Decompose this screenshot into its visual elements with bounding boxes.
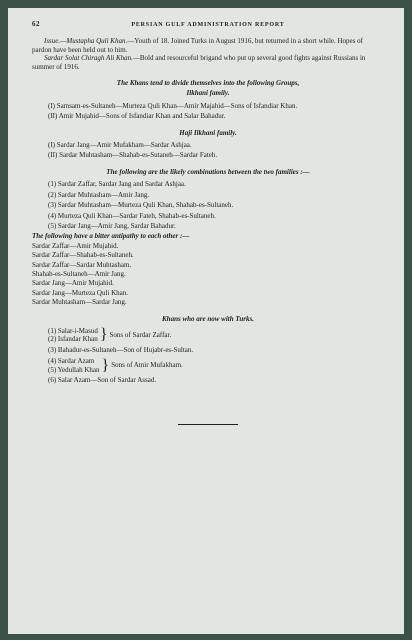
antipathy-line: Sardar Zaffar—Sardar Muhtasham. <box>32 260 132 269</box>
combination-item: (3) Sardar Muhtasham—Murteza Quli Khan, Shahab-es-Sultaneh. <box>48 201 234 210</box>
turk-name: (5) Yedullah Khan <box>48 365 100 374</box>
turk-item: (3) Bahadur-es-Sultaneh—Son of Hujabr-es-Sultan. <box>48 345 194 354</box>
haji-item: (I) Sardar Jang—Amir Mufakham—Sardar Ashjaa. <box>48 141 192 150</box>
brace-label: Sons of Sardar Zaffar. <box>109 331 172 340</box>
antipathy-line: Sardar Jang—Murteza Quli Khan. <box>32 288 129 297</box>
page-number: 62 <box>32 20 40 28</box>
brace-label: Sons of Amir Mufakham. <box>111 361 183 370</box>
running-header <box>32 20 384 29</box>
issue-lead: Issue.—Mustapha Quli Khan. <box>44 37 128 46</box>
page-content <box>32 20 384 425</box>
haji-family-heading: Haji Ilkhani family. <box>179 128 237 137</box>
ilkhani-item: (I) Samsam-es-Sultaneh—Murteza Quli Khan—Amir Majahid—Sons of Isfandiar Khan. <box>48 101 298 110</box>
sardar-solat-paragraph <box>32 54 384 71</box>
antipathy-line: Sardar Zaffar—Amir Mujahid. <box>32 241 119 250</box>
combination-item: (5) Sardar Jang—Amir Jang, Sardar Bahadur. <box>48 221 176 230</box>
issue-text: —Youth of 18. Joined Turks in August 1916, but returned in a short while. Hopes of pardon have been held out to him. <box>32 37 363 54</box>
turk-name: (1) Salar-i-Masud <box>48 326 98 335</box>
running-title: PERSIAN GULF ADMINISTRATION REPORT <box>131 22 285 28</box>
turk-name: (4) Sardar Azam <box>48 357 95 366</box>
ilkhani-family-heading: Ilkhani family. <box>186 89 230 98</box>
brace-icon: } <box>101 356 110 374</box>
turk-name: (2) Isfandar Khan <box>48 335 98 344</box>
issue-paragraph <box>32 37 384 54</box>
turk-item: (6) Salar Azam—Son of Sardar Assad. <box>48 376 157 384</box>
haji-item: (II) Sardar Muhtasham—Shahab-es-Sutaneh—Sardar Fateh. <box>48 151 218 160</box>
ilkhani-item: (II) Amir Mujahid—Sons of Isfandiar Khan and Salar Bahadur. <box>48 112 226 121</box>
turks-heading: Khans who are now with Turks. <box>162 314 254 323</box>
combinations-heading: The following are the likely combinations between the two families :— <box>106 167 310 176</box>
antipathy-line: Sardar Jang—Amir Mujahid. <box>32 279 114 288</box>
sardar-solat-lead: Sardar Solat Chiragh Ali Khan. <box>44 54 133 63</box>
sardar-solat-text: —Bold and resourceful brigand who put up several good fights against Russians in summer of 1916. <box>32 54 366 71</box>
brace-group-zaffar <box>48 327 384 344</box>
document-page <box>8 8 404 634</box>
combination-item: (1) Sardar Zaffar, Sardar Jang and Sardar Ashjaa. <box>48 180 186 189</box>
groups-heading: The Khans tend to divide themselves into the following Groups, <box>116 79 300 88</box>
combination-item: (2) Sardar Muhtasham—Amir Jang. <box>48 190 150 199</box>
end-rule <box>178 424 238 425</box>
brace-group-mufakham <box>48 357 384 374</box>
antipathy-line: Shahab-es-Sultaneh—Amir Jang. <box>32 269 126 278</box>
antipathy-line: Sardar Zaffar—Shahab-es-Sultaneh. <box>32 251 134 260</box>
antipathy-line: Sardar Muhtasham—Sardar Jang. <box>32 298 127 307</box>
combination-item: (4) Murteza Quli Khan—Sardar Fateh, Shahab-es-Sultaneh. <box>48 211 216 220</box>
antipathy-heading: The following have a bitter antipathy to each other :— <box>32 232 190 241</box>
brace-icon: } <box>99 326 108 344</box>
